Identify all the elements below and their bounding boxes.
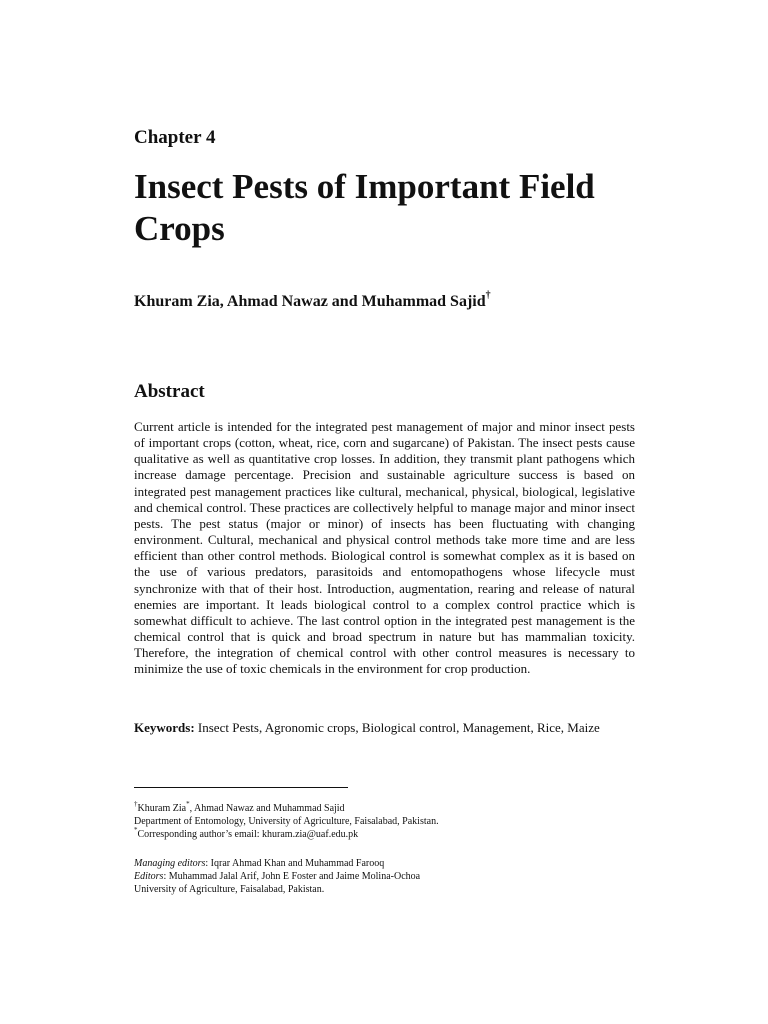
footnote-dagger: † (134, 799, 138, 808)
page (134, 0, 635, 1024)
footnote-first-author: Khuram Zia (137, 803, 187, 814)
footnote-other-authors: , Ahmad Nawaz and Muhammad Sajid (189, 803, 345, 814)
footnote-authors (134, 799, 635, 815)
keywords (134, 720, 635, 737)
author-names: Khuram Zia, Ahmad Nawaz and Muhammad Sajid (134, 293, 486, 310)
abstract-body: Current article is intended for the integrated pest management of major and minor insect pests of important crops (cotton, wheat, rice, corn and sugarcane) of Pakistan. The insect pests cause qualitative as well as quantitative crop losses. In addition, they transmit plant pathogens which increase damage percentage. Precision and sustainable agriculture success is based on integrated pest management practices like cultural, mechanical, physical, biological, legislative and chemical control. These practices are collectively helpful to manage major and minor insect pests. The pest status (major or minor) of insects has been fluctuating with changing environment. Cultural, mechanical and physical control methods take more time and are less efficient than other control methods. Biological control is somewhat complex as it is based on the use of various predators, parasitoids and entomopathogens whose lifecycle must synchronize with that of their host. Introduction, augmentation, rearing and release of natural enemies are important. It leads biological control to a complex control practice which is somewhat difficult to achieve. The last control option in the integrated pest management is the chemical control that is quick and broad spectrum in nature but has mammalian toxicity. Therefore, the integration of chemical control with other control measures is necessary to minimize the use of toxic chemicals in the environment for crop production. (134, 419, 635, 677)
editors-label: Editors (134, 871, 164, 883)
author-footnote-mark: † (485, 289, 491, 301)
abstract-heading: Abstract (134, 381, 205, 402)
footnote-corresponding-asterisk: * (134, 826, 138, 835)
author-list (134, 289, 491, 312)
managing-editors-names: : Iqrar Ahmad Khan and Muhammad Farooq (205, 858, 385, 869)
footnote-divider (134, 787, 348, 788)
keywords-label: Keywords: (134, 720, 195, 735)
editors-institution: University of Agriculture, Faisalabad, Pakistan. (134, 884, 325, 896)
footnote-email: Corresponding author’s email: khuram.zia@uaf.edu.pk (137, 829, 359, 841)
chapter-label: Chapter 4 (134, 127, 216, 148)
keywords-text: Insect Pests, Agronomic crops, Biological control, Management, Rice, Maize (197, 720, 600, 735)
managing-editors-line (134, 857, 635, 870)
footnote-corresponding (134, 828, 635, 841)
managing-editors-label: Managing editors (134, 858, 206, 869)
chapter-title: Insect Pests of Important Field Crops (134, 167, 595, 248)
footnote-asterisk: * (186, 799, 190, 808)
footnote-department: Department of Entomology, University of Agriculture, Faisalabad, Pakistan. (134, 816, 439, 828)
editors-line (134, 870, 635, 883)
editors-names: : Muhammad Jalal Arif, John E Foster and Jaime Molina-Ochoa (163, 871, 421, 883)
editors-footnote (134, 857, 635, 897)
author-footnote (134, 799, 635, 842)
